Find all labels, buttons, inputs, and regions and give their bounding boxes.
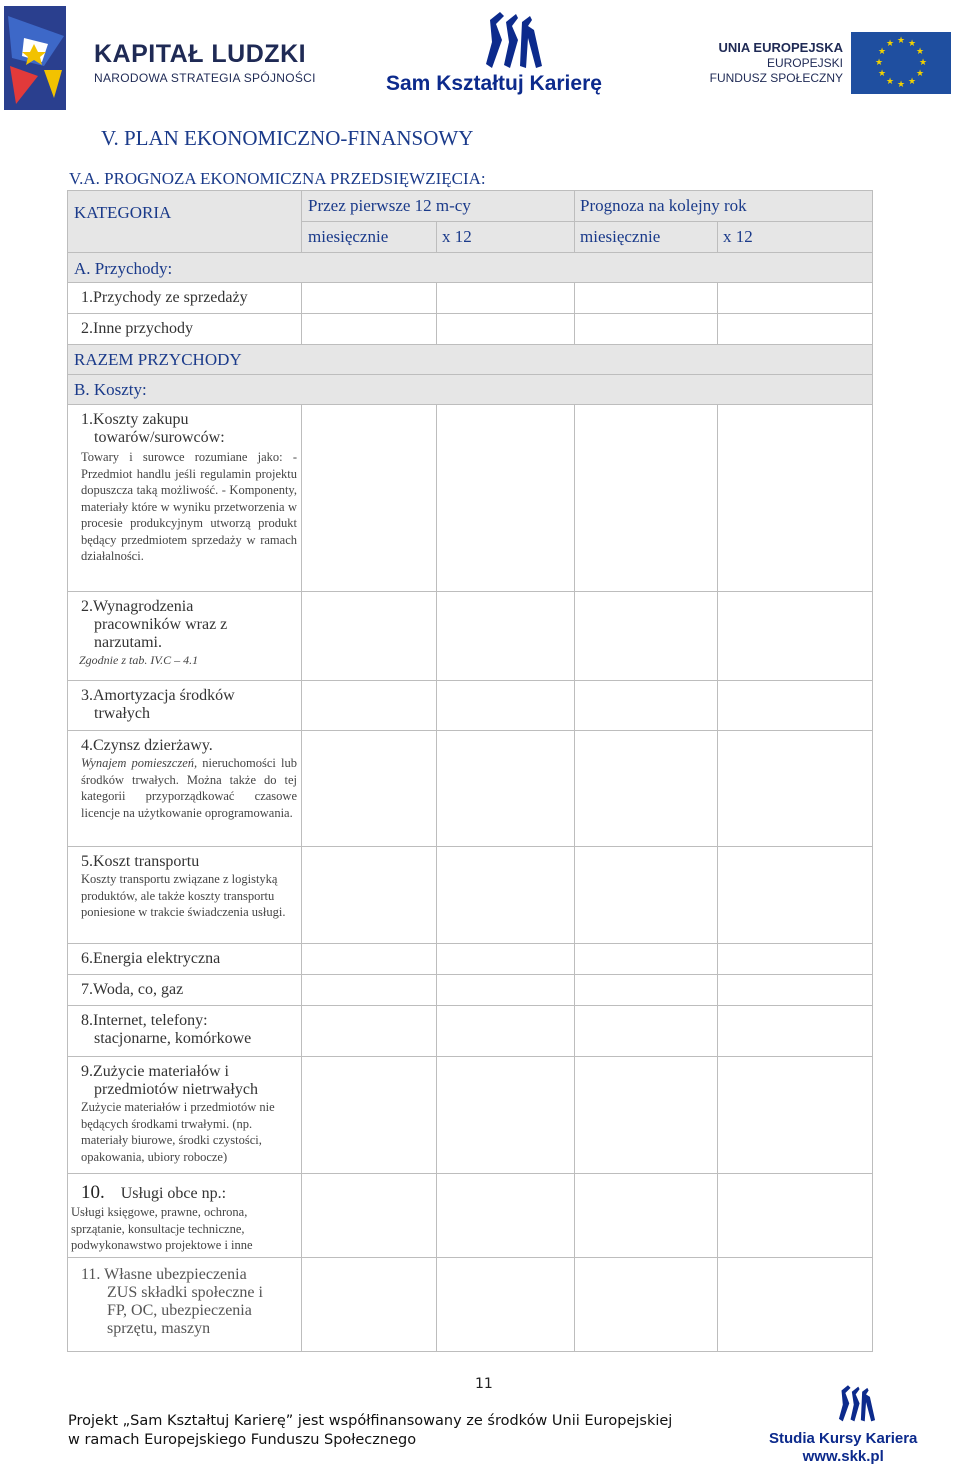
input-cell[interactable]	[575, 283, 718, 314]
input-cell[interactable]	[302, 681, 437, 731]
footer-brand-name: Studia Kursy Kariera	[769, 1430, 918, 1447]
table-row	[68, 1174, 873, 1258]
input-cell[interactable]	[575, 847, 718, 944]
input-cell[interactable]	[718, 405, 873, 592]
table-row	[68, 283, 873, 314]
section-b-row: B. Koszty:	[68, 375, 873, 405]
skk-logo-icon	[484, 10, 544, 72]
header-monthly-1: miesięcznie	[302, 222, 437, 253]
svg-text:★: ★	[896, 36, 906, 46]
eu-line-2: EUROPEJSKI	[766, 56, 843, 70]
input-cell[interactable]	[575, 975, 718, 1006]
svg-text:★: ★	[874, 58, 884, 68]
table-row	[68, 592, 873, 681]
svg-text:★: ★	[918, 58, 928, 68]
table-row	[68, 405, 873, 592]
svg-text:★: ★	[877, 69, 887, 79]
input-cell[interactable]	[575, 681, 718, 731]
row-title: 5.Koszt transportu	[81, 853, 200, 870]
svg-text:★: ★	[885, 39, 895, 49]
svg-text:★: ★	[877, 47, 887, 57]
eu-line-3: FUNDUSZ SPOŁECZNY	[709, 71, 843, 85]
row-title	[71, 1182, 297, 1204]
row-description: Towary i surowce rozumiane jako: - Przedmiot handlu jeśli regulamin projektu dopuszcza taką możliwość. - Komponenty, materiały które w wyniku przetworzenia w procesie produkcyjnym utworzą produkt będący przedmiotem sprzedaży w ramach działalności.	[81, 450, 297, 563]
svg-text:★: ★	[915, 69, 925, 79]
row-title: narzutami.	[94, 634, 162, 651]
table-row	[68, 847, 873, 944]
input-cell[interactable]	[302, 731, 437, 847]
input-cell[interactable]	[718, 283, 873, 314]
row-label: 1.Przychody ze sprzedaży	[68, 283, 302, 314]
row-title: 11. Własne ubezpieczenia	[81, 1266, 247, 1283]
input-cell[interactable]	[718, 847, 873, 944]
table-row	[68, 944, 873, 975]
row-title: FP, OC, ubezpieczenia	[107, 1302, 252, 1319]
skk-footer-logo-icon	[834, 1384, 880, 1424]
row-title: 2.Wynagrodzenia	[81, 598, 194, 615]
row-label	[68, 1258, 302, 1352]
input-cell[interactable]	[575, 731, 718, 847]
svg-text:★: ★	[907, 77, 917, 87]
row-label: 6.Energia elektryczna	[68, 944, 302, 975]
row-label	[68, 681, 302, 731]
input-cell[interactable]	[437, 592, 575, 681]
input-cell[interactable]	[575, 1006, 718, 1057]
row-title: stacjonarne, komórkowe	[94, 1030, 252, 1047]
header-x12-2: x 12	[718, 222, 873, 253]
row-description-italic: Wynajem pomieszczeń,	[81, 756, 198, 770]
row-title: sprzętu, maszyn	[107, 1320, 211, 1337]
row-description: Usługi księgowe, prawne, ochrona, sprzątanie, konsultacje techniczne, podwykonawstwo projektowe i inne	[71, 1205, 253, 1252]
input-cell[interactable]	[302, 592, 437, 681]
input-cell[interactable]	[437, 1258, 575, 1352]
input-cell[interactable]	[437, 405, 575, 592]
row-label	[68, 1174, 302, 1258]
header-monthly-2: miesięcznie	[575, 222, 718, 253]
footer-brand	[769, 1430, 917, 1466]
header-period-1: Przez pierwsze 12 m-cy	[302, 191, 575, 222]
header-period-2: Prognoza na kolejny rok	[575, 191, 873, 222]
input-cell[interactable]	[718, 731, 873, 847]
footer-text	[68, 1412, 672, 1450]
row-description: Koszty transportu związane z logistyką produktów, ale także koszty transportu poniesione w trakcie świadczenia usługi.	[81, 872, 286, 919]
table-row	[68, 731, 873, 847]
row-label	[68, 847, 302, 944]
row-label	[68, 405, 302, 592]
input-cell[interactable]	[302, 1174, 437, 1258]
input-cell[interactable]	[437, 975, 575, 1006]
row-label	[68, 592, 302, 681]
row-title: 4.Czynsz dzierżawy.	[81, 737, 213, 754]
row-title: przedmiotów nietrwałych	[94, 1081, 258, 1098]
input-cell[interactable]	[437, 681, 575, 731]
table-row	[68, 1057, 873, 1174]
forecast-table	[67, 190, 873, 1352]
input-cell[interactable]	[437, 1057, 575, 1174]
row-description	[81, 755, 297, 821]
table-row	[68, 1006, 873, 1057]
input-cell[interactable]	[437, 1006, 575, 1057]
input-cell[interactable]	[437, 847, 575, 944]
section-subtitle: V.A. PROGNOZA EKONOMICZNA PRZEDSIĘWZIĘCIA:	[69, 169, 486, 188]
kapital-ludzki-title: KAPITAŁ LUDZKI	[94, 40, 307, 68]
row-label	[68, 731, 302, 847]
input-cell[interactable]	[437, 283, 575, 314]
row-title: trwałych	[94, 705, 150, 722]
table-row	[68, 681, 873, 731]
svg-text:★: ★	[896, 80, 906, 90]
input-cell[interactable]	[718, 1174, 873, 1258]
input-cell[interactable]	[575, 944, 718, 975]
input-cell[interactable]	[437, 1174, 575, 1258]
header-x12-1: x 12	[437, 222, 575, 253]
input-cell[interactable]	[718, 681, 873, 731]
row-title: 8.Internet, telefony:	[81, 1012, 208, 1029]
row-note: Zgodnie z tab. IV.C – 4.1	[79, 653, 199, 667]
footer-line-1: Projekt „Sam Kształtuj Karierę” jest współfinansowany ze środków Unii Europejskiej	[68, 1413, 673, 1429]
input-cell[interactable]	[302, 1006, 437, 1057]
input-cell[interactable]	[437, 314, 575, 345]
input-cell[interactable]	[302, 1057, 437, 1174]
row-title: 3.Amortyzacja środków	[81, 687, 235, 704]
input-cell[interactable]	[575, 1057, 718, 1174]
svg-text:★: ★	[907, 39, 917, 49]
page-number: 11	[475, 1376, 493, 1392]
input-cell[interactable]	[718, 1006, 873, 1057]
svg-text:★: ★	[915, 47, 925, 57]
table-row	[68, 1258, 873, 1352]
input-cell[interactable]	[302, 944, 437, 975]
row-label	[68, 1006, 302, 1057]
input-cell[interactable]	[575, 314, 718, 345]
kapital-ludzki-logo-icon	[4, 6, 66, 110]
eu-line-1: UNIA EUROPEJSKA	[718, 40, 843, 55]
table-row	[68, 975, 873, 1006]
row-title: towarów/surowców:	[94, 429, 225, 446]
input-cell[interactable]	[575, 1258, 718, 1352]
kapital-ludzki-subtitle: NARODOWA STRATEGIA SPÓJNOŚCI	[94, 71, 316, 85]
footer-line-2: w ramach Europejskiego Funduszu Społecznego	[68, 1432, 417, 1448]
page-header	[0, 0, 960, 110]
row-label: 7.Woda, co, gaz	[68, 975, 302, 1006]
skk-slogan: Sam Kształtuj Karierę	[386, 72, 602, 95]
section-a-row: A. Przychody:	[68, 253, 873, 283]
footer-url[interactable]: www.skk.pl	[802, 1448, 884, 1465]
input-cell[interactable]	[437, 944, 575, 975]
row-title: pracowników wraz z	[94, 616, 228, 633]
input-cell[interactable]	[718, 1258, 873, 1352]
table-row	[68, 314, 873, 345]
row-number: 10.	[81, 1182, 105, 1203]
header-category: KATEGORIA	[68, 191, 302, 253]
svg-text:★: ★	[885, 77, 895, 87]
input-cell[interactable]	[302, 405, 437, 592]
row-description: Zużycie materiałów i przedmiotów nie będących środkami trwałymi. (np. materiały biurowe, środki czystości, opakowania, ubiory robocze)	[81, 1100, 275, 1164]
input-cell[interactable]	[575, 592, 718, 681]
row-title: ZUS składki społeczne i	[107, 1284, 263, 1301]
input-cell[interactable]	[718, 314, 873, 345]
input-cell[interactable]	[575, 1174, 718, 1258]
input-cell[interactable]	[718, 975, 873, 1006]
input-cell[interactable]	[718, 592, 873, 681]
row-title: 1.Koszty zakupu	[81, 411, 189, 428]
eu-flag-icon	[851, 32, 951, 94]
input-cell[interactable]	[302, 847, 437, 944]
input-cell[interactable]	[302, 975, 437, 1006]
row-description-text: nieruchomości lub środków trwałych. Można także do tej kategorii przyporządkować czasowe licencje na użytkowanie oprogramowania.	[81, 756, 297, 820]
input-cell[interactable]	[718, 1057, 873, 1174]
eu-text-block	[705, 40, 843, 85]
input-cell[interactable]	[302, 314, 437, 345]
input-cell[interactable]	[437, 731, 575, 847]
input-cell[interactable]	[718, 944, 873, 975]
razem-row: RAZEM PRZYCHODY	[68, 345, 873, 375]
row-title-text: Usługi obce np.:	[120, 1185, 227, 1202]
row-label: 2.Inne przychody	[68, 314, 302, 345]
input-cell[interactable]	[302, 283, 437, 314]
input-cell[interactable]	[302, 1258, 437, 1352]
section-title: V. PLAN EKONOMICZNO-FINANSOWY	[101, 126, 474, 150]
row-title: 9.Zużycie materiałów i	[81, 1063, 229, 1080]
row-label	[68, 1057, 302, 1174]
input-cell[interactable]	[575, 405, 718, 592]
